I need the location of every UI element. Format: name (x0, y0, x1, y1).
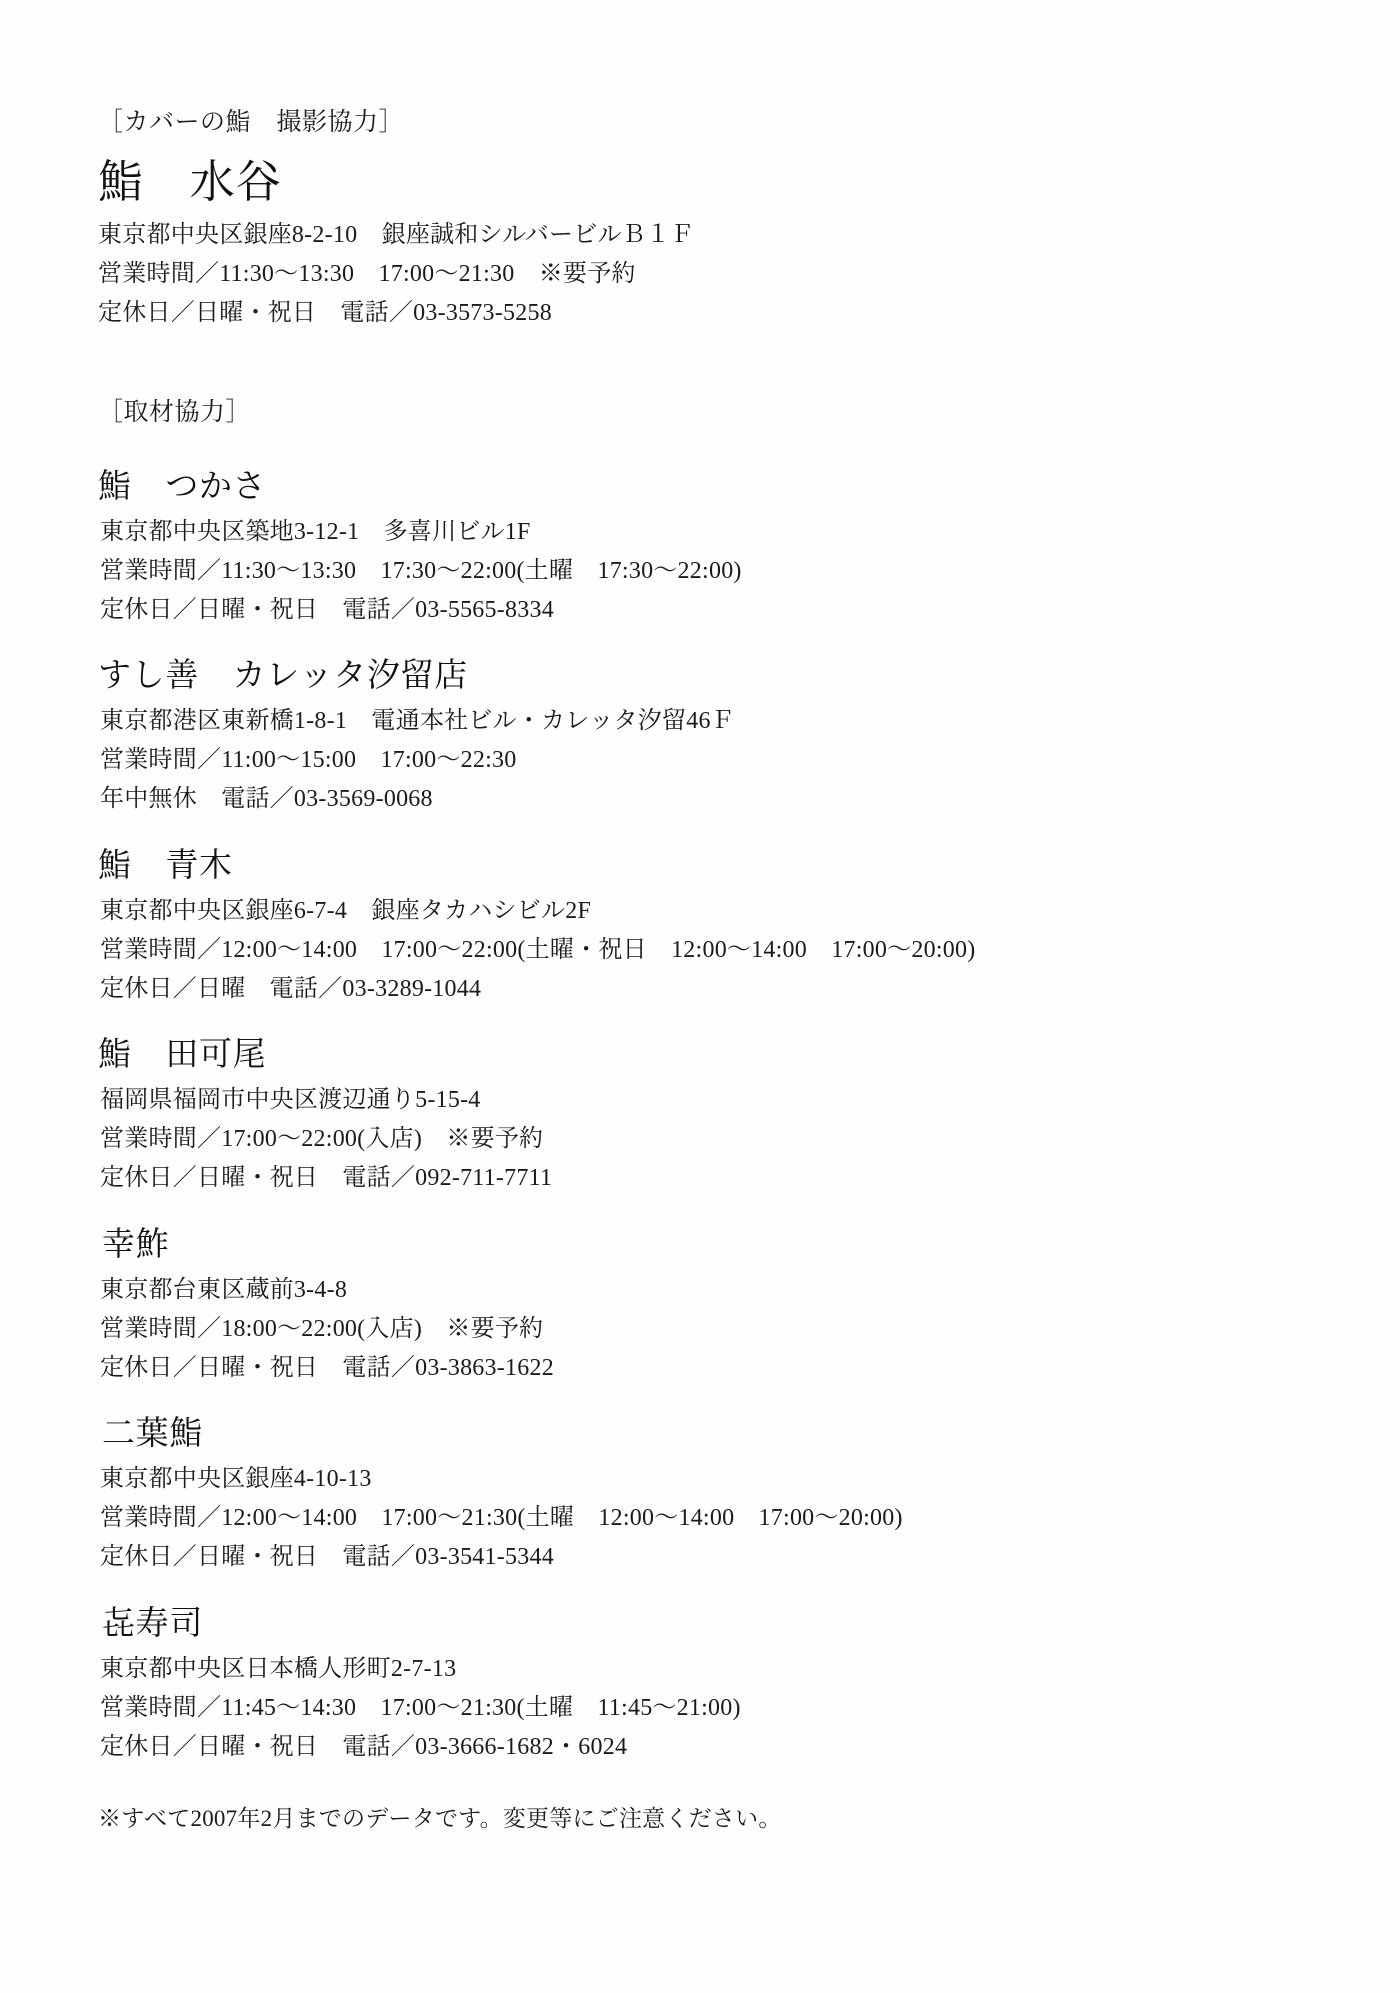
shop-name: すし善 カレッタ汐留店 (98, 658, 468, 695)
shop-closed-phone: 定休日／日曜・祝日 電話／03-3541-5344 (100, 1544, 554, 1571)
list-item (98, 1413, 1400, 1577)
cover-shop-hours: 営業時間／11:30〜13:30 17:00〜21:30 ※要予約 (98, 261, 636, 288)
list-item (98, 1034, 1400, 1198)
cover-shop-address: 東京都中央区銀座8-2-10 銀座誠和シルバービルＢ１Ｆ (98, 222, 695, 249)
shop-name: 㐂寿司 (102, 1605, 203, 1642)
shop-hours: 営業時間／11:30〜13:30 17:30〜22:00(土曜 17:30〜22:00) (100, 557, 742, 584)
list-item (98, 655, 1400, 819)
shop-address: 東京都中央区銀座4-10-13 (100, 1466, 372, 1493)
shop-hours: 営業時間／18:00〜22:00(入店) ※要予約 (100, 1315, 544, 1342)
shop-closed-phone: 定休日／日曜・祝日 電話／03-3863-1622 (100, 1354, 554, 1381)
interview-credit-section (98, 395, 1400, 1767)
shop-name: 鮨 田可尾 (98, 1037, 267, 1074)
shop-name: 二葉鮨 (102, 1416, 203, 1453)
shop-hours: 営業時間／11:45〜14:30 17:00〜21:30(土曜 11:45〜21:00) (100, 1694, 741, 1721)
shop-hours: 営業時間／11:00〜15:00 17:00〜22:30 (100, 747, 517, 774)
section-spacer (98, 333, 1400, 395)
list-item (98, 1603, 1400, 1767)
shop-closed-phone: 定休日／日曜 電話／03-3289-1044 (100, 975, 482, 1002)
shop-hours: 営業時間／12:00〜14:00 17:00〜21:30(土曜 12:00〜14:00 17:00〜20:00) (100, 1505, 903, 1532)
page-footnote: ※すべて2007年2月までのデータです。変更等にご注意ください。 (98, 1806, 782, 1832)
list-item (98, 466, 1400, 630)
list-item (98, 1224, 1400, 1388)
shop-closed-phone: 定休日／日曜・祝日 電話／03-3666-1682・6024 (100, 1733, 628, 1760)
shop-address: 東京都中央区銀座6-7-4 銀座タカハシビル2F (100, 897, 592, 924)
list-item (98, 845, 1400, 1009)
cover-section-label: ［カバーの鮨 撮影協力］ (98, 109, 405, 136)
shop-closed-phone: 定休日／日曜・祝日 電話／092-711-7711 (100, 1165, 553, 1192)
list-spacer (98, 444, 1400, 466)
cover-credit-section (98, 105, 1400, 333)
cover-shop-closed-phone: 定休日／日曜・祝日 電話／03-3573-5258 (98, 300, 552, 326)
shop-closed-phone: 定休日／日曜・祝日 電話／03-5565-8334 (100, 596, 554, 623)
interview-section-label: ［取材協力］ (98, 398, 252, 426)
shop-name: 鮨 つかさ (98, 468, 267, 505)
shop-hours: 営業時間／17:00〜22:00(入店) ※要予約 (100, 1126, 544, 1153)
cover-shop-name: 鮨 水谷 (98, 157, 282, 207)
shop-name: 鮨 青木 (98, 847, 233, 884)
shop-address: 東京都中央区築地3-12-1 多喜川ビル1F (100, 518, 531, 545)
shop-address: 東京都中央区日本橋人形町2-7-13 (100, 1655, 457, 1682)
shop-address: 東京都港区東新橋1-8-1 電通本社ビル・カレッタ汐留46Ｆ (100, 708, 735, 735)
shop-hours: 営業時間／12:00〜14:00 17:00〜22:00(土曜・祝日 12:00〜14:00 17:00〜20:00) (100, 936, 976, 963)
shop-address: 東京都台東区蔵前3-4-8 (100, 1276, 348, 1303)
shop-name: 幸鮓 (102, 1226, 170, 1263)
shop-address: 福岡県福岡市中央区渡辺通り5-15-4 (100, 1087, 481, 1114)
shop-closed-phone: 年中無休 電話／03-3569-0068 (100, 786, 433, 813)
